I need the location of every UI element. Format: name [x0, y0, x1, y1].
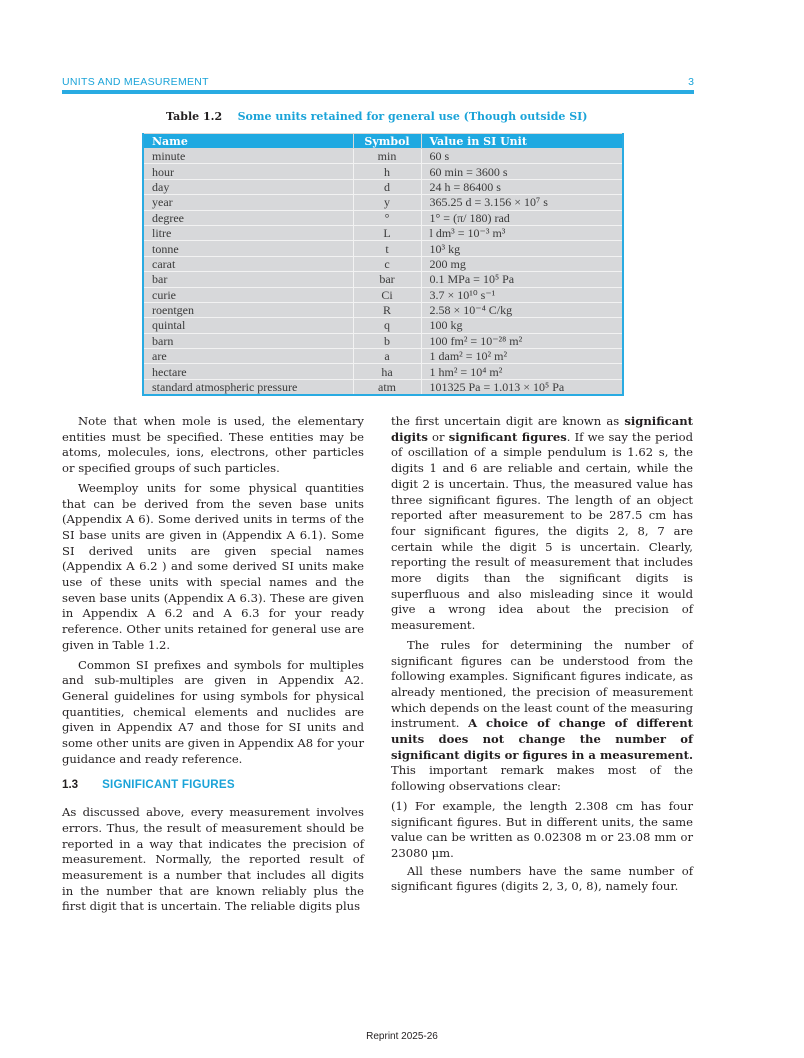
- table-row: [143, 195, 623, 210]
- table-row: [143, 225, 623, 240]
- cell-name: roentgen: [143, 302, 353, 317]
- section-title: SIGNIFICANT FIGURES: [102, 778, 235, 792]
- paragraph: Note that when mole is used, the elementary entities must be specified. These entities may be atoms, molecules, ions, electrons, other particles or specified groups of such particles.: [62, 414, 364, 476]
- cell-value: 200 mg: [421, 256, 623, 271]
- section-number: 1.3: [62, 778, 79, 792]
- cell-value: 60 s: [421, 149, 623, 164]
- cell-symbol: Ci: [353, 287, 421, 302]
- table-row: [143, 241, 623, 256]
- table-row: [143, 164, 623, 179]
- cell-symbol: q: [353, 318, 421, 333]
- table-row: [143, 287, 623, 302]
- running-header: [62, 76, 694, 90]
- cell-symbol: y: [353, 195, 421, 210]
- table-title: Some units retained for general use (Though outside SI): [237, 110, 588, 123]
- table-row: [143, 210, 623, 225]
- cell-name: tonne: [143, 241, 353, 256]
- bold-term: significant figures: [448, 429, 567, 444]
- cell-symbol: h: [353, 164, 421, 179]
- table-body: [143, 149, 623, 396]
- header-rule: [62, 90, 694, 94]
- table-row: [143, 256, 623, 271]
- cell-value: 10³ kg: [421, 241, 623, 256]
- table-number: Table 1.2: [166, 110, 223, 123]
- reprint-footer: Reprint 2025-26: [366, 1031, 438, 1042]
- cell-symbol: ha: [353, 364, 421, 379]
- table-row: [143, 349, 623, 364]
- cell-name: degree: [143, 210, 353, 225]
- page-number: 3: [688, 76, 694, 88]
- cell-value: 2.58 × 10⁻⁴ C/kg: [421, 302, 623, 317]
- section-heading: [62, 777, 364, 793]
- left-column: [62, 414, 364, 919]
- text-run: or: [432, 429, 445, 444]
- table-row: [143, 318, 623, 333]
- cell-symbol: c: [353, 256, 421, 271]
- cell-symbol: bar: [353, 272, 421, 287]
- cell-symbol: d: [353, 179, 421, 194]
- cell-symbol: b: [353, 333, 421, 348]
- cell-value: l dm³ = 10⁻³ m³: [421, 225, 623, 240]
- text-run: This important remark makes most of the following observations clear:: [391, 763, 693, 794]
- right-column: [391, 414, 693, 899]
- cell-symbol: R: [353, 302, 421, 317]
- paragraph: (1) For example, the length 2.308 cm has four significant figures. But in different units, the same value can be written as 0.02308 m or 23.08 mm or 23080 μm.: [391, 798, 693, 860]
- cell-value: 100 kg: [421, 318, 623, 333]
- paragraph: [391, 414, 693, 634]
- text-run: . If we say the period of oscillation of a simple pendulum is 1.62 s, the digits 1 and 6 are reliable and certain, while the digit 2 is uncertain. Thus, the measured value has three significant figures. The length of an object reported after measurement to be 287.5 cm has four significant figures, the digits 2, 8, 7 are certain while the digit 5 is uncertain. Clearly, reporting the result of measurement that includes more digits than the significant digits is superfluous and also misleading since it would give a wrong idea about the precision of measurement.: [391, 429, 694, 633]
- paragraph: All these numbers have the same number of significant figures (digits 2, 3, 0, 8), namely four.: [391, 863, 693, 894]
- column-header-value: Value in SI Unit: [421, 134, 623, 149]
- cell-name: carat: [143, 256, 353, 271]
- cell-name: barn: [143, 333, 353, 348]
- cell-name: bar: [143, 272, 353, 287]
- cell-value: 24 h = 86400 s: [421, 179, 623, 194]
- cell-name: curie: [143, 287, 353, 302]
- table-row: [143, 272, 623, 287]
- cell-value: 365.25 d = 3.156 × 10⁷ s: [421, 195, 623, 210]
- column-header-name: Name: [143, 134, 353, 149]
- cell-name: hour: [143, 164, 353, 179]
- cell-name: hectare: [143, 364, 353, 379]
- cell-name: year: [143, 195, 353, 210]
- cell-name: are: [143, 349, 353, 364]
- cell-value: 1° = (π/ 180) rad: [421, 210, 623, 225]
- paragraph: Weemploy units for some physical quantities that can be derived from the seven base units (Appendix A 6). Some derived units in terms of the SI base units are given in (Appendix A 6.1). Some SI derived units are given special names (Appendix A 6.2 ) and some derived SI units make use of these units with special names and the seven base units (Appendix A 6.3). These are given in Appendix A 6.2 and A 6.3 for your ready reference. Other units retained for general use are given in Table 1.2.: [62, 480, 364, 652]
- cell-name: standard atmospheric pressure: [143, 379, 353, 395]
- cell-value: 1 dam² = 10² m²: [421, 349, 623, 364]
- table-row: [143, 179, 623, 194]
- cell-name: quintal: [143, 318, 353, 333]
- cell-name: minute: [143, 149, 353, 164]
- cell-value: 101325 Pa = 1.013 × 10⁵ Pa: [421, 379, 623, 395]
- table-caption: [166, 110, 686, 123]
- cell-value: 0.1 MPa = 10⁵ Pa: [421, 272, 623, 287]
- paragraph: As discussed above, every measurement involves errors. Thus, the result of measurement should be reported in a way that indicates the precision of measurement. Normally, the reported result of measurement is a number that includes all digits in the number that are known reliably plus the first digit that is uncertain. The reliable digits plus: [62, 805, 364, 914]
- cell-value: 60 min = 3600 s: [421, 164, 623, 179]
- cell-name: litre: [143, 225, 353, 240]
- column-header-symbol: Symbol: [353, 134, 421, 149]
- text-run: the first uncertain digit are known as: [391, 414, 620, 428]
- table-row: [143, 333, 623, 348]
- paragraph: [391, 638, 693, 795]
- cell-value: 1 hm² = 10⁴ m²: [421, 364, 623, 379]
- bold-term: significant digits: [391, 414, 693, 444]
- text-run: The rules for determining the number of significant figures can be understood from the following examples. Significant figures indicate, as already mentioned, the precision of measurement which depends on the least count of the measuring instrument.: [391, 637, 693, 731]
- table-row: [143, 302, 623, 317]
- table-header-row: [143, 134, 623, 149]
- cell-symbol: t: [353, 241, 421, 256]
- chapter-title: UNITS AND MEASUREMENT: [62, 76, 209, 88]
- paragraph: Common SI prefixes and symbols for multiples and sub-multiples are given in Appendix A2. General guidelines for using symbols for physical quantities, chemical elements and nuclides are given in Appendix A7 and those for SI units and some other units are given in Appendix A8 for your guidance and ready reference.: [62, 657, 364, 766]
- bold-statement: A choice of change of different units does not change the number of significant digits or figures in a measurement.: [391, 716, 694, 762]
- cell-value: 3.7 × 10¹⁰ s⁻¹: [421, 287, 623, 302]
- cell-symbol: a: [353, 349, 421, 364]
- cell-symbol: L: [353, 225, 421, 240]
- cell-symbol: °: [353, 210, 421, 225]
- cell-symbol: min: [353, 149, 421, 164]
- cell-value: 100 fm² = 10⁻²⁸ m²: [421, 333, 623, 348]
- cell-name: day: [143, 179, 353, 194]
- table-row: [143, 149, 623, 164]
- table-row: [143, 379, 623, 395]
- units-table: [142, 133, 624, 396]
- cell-symbol: atm: [353, 379, 421, 395]
- table-row: [143, 364, 623, 379]
